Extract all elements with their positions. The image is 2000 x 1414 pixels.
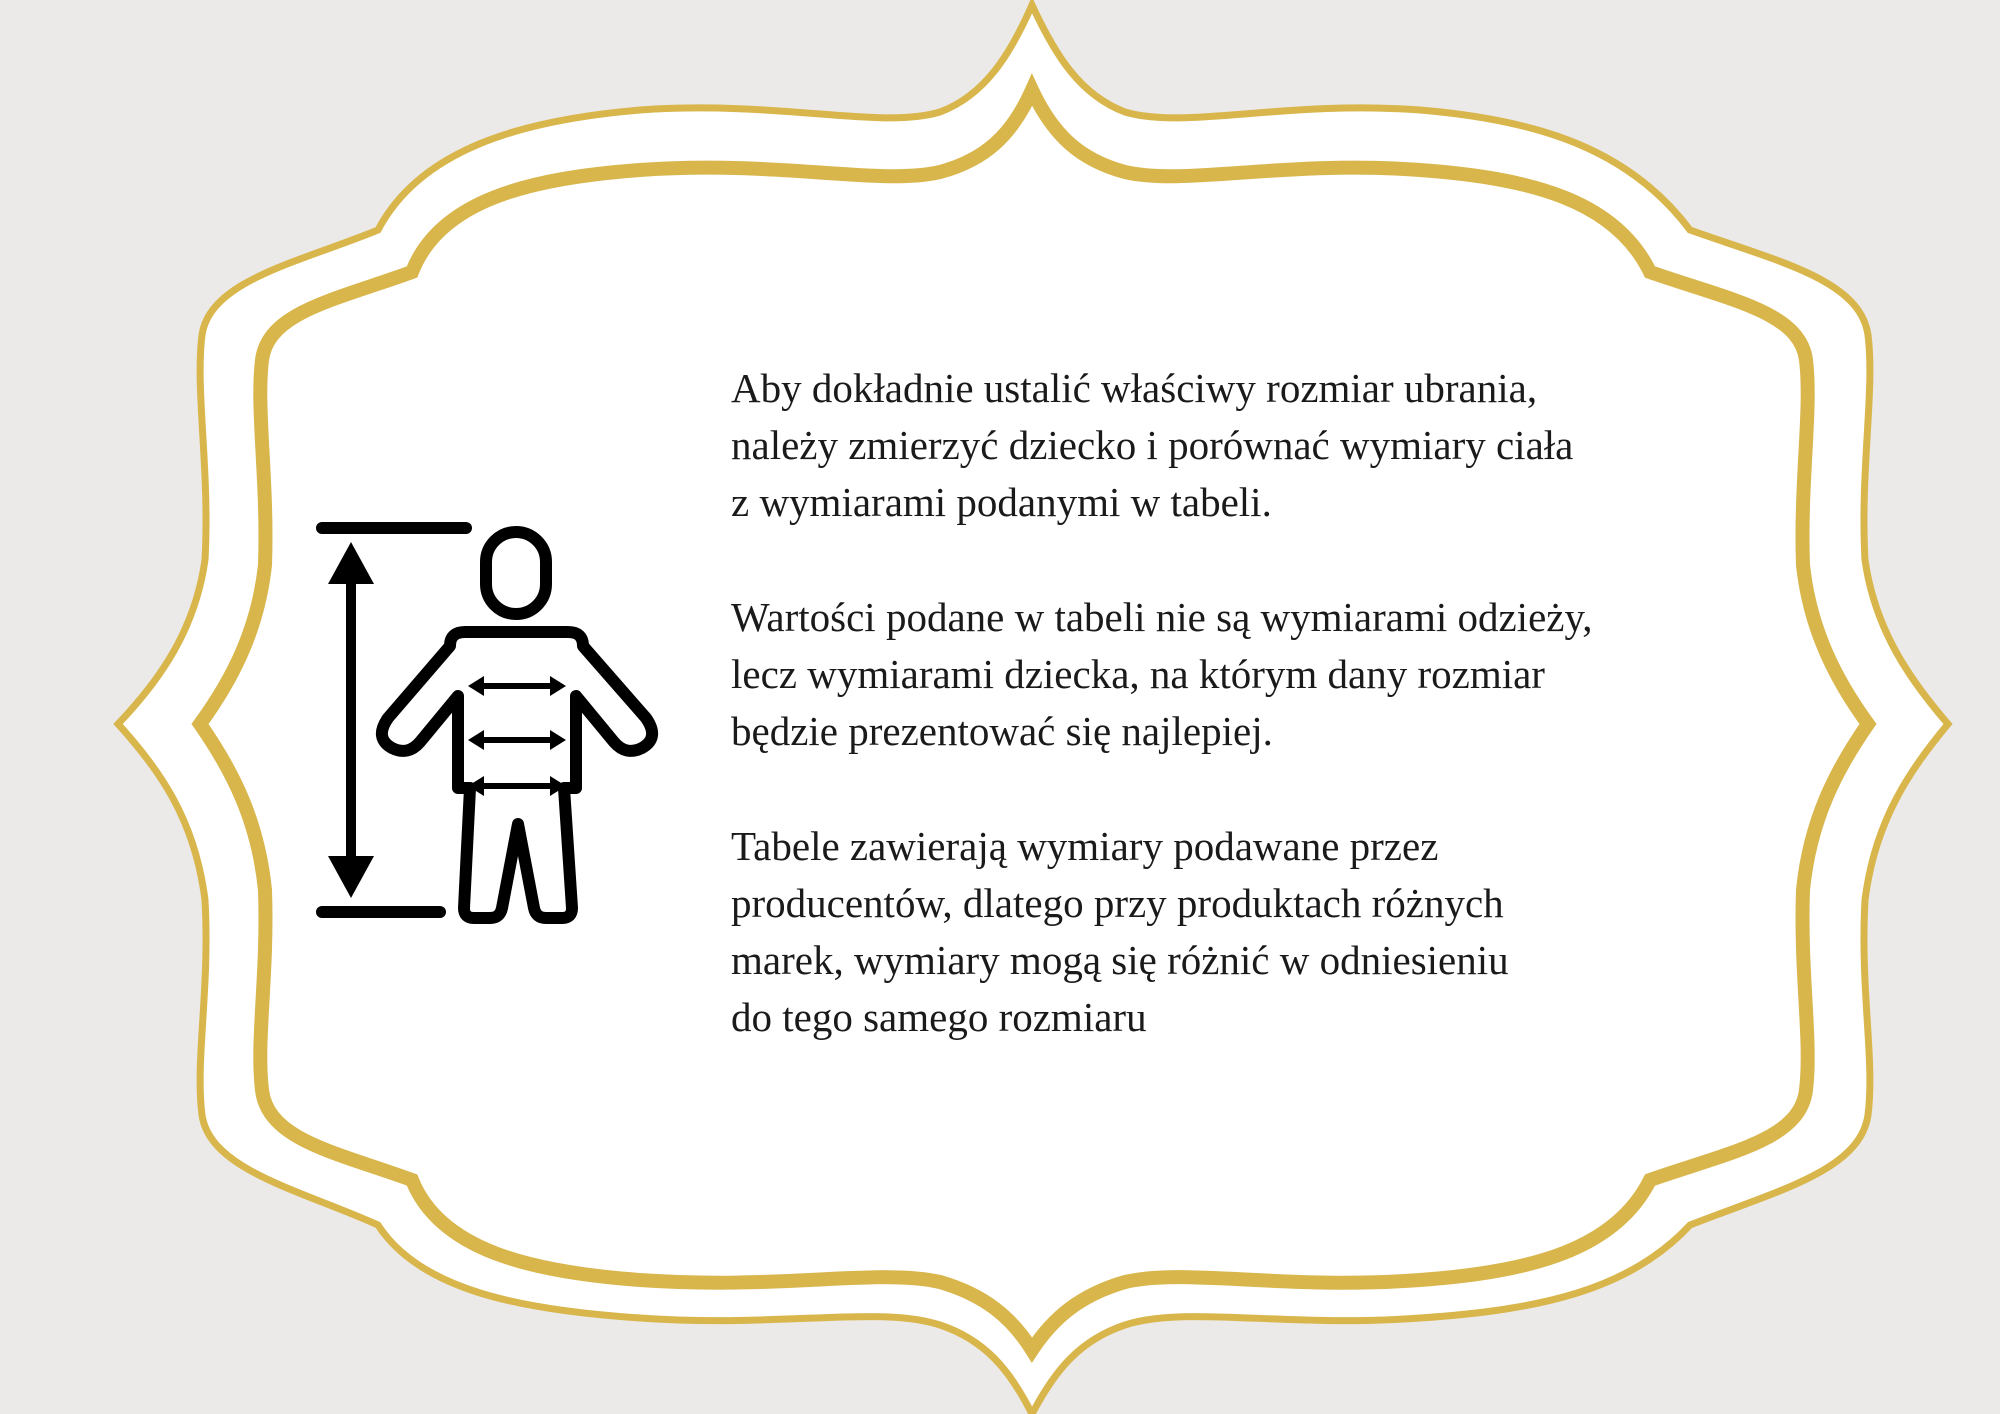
text-line: należy zmierzyć dziecko i porównać wymiary ciała [731,422,1574,468]
text-line: do tego samego rozmiaru [731,994,1147,1040]
text-line: Aby dokładnie ustalić właściwy rozmiar ubrania, [731,365,1538,411]
height-arrow-up [328,542,374,584]
text-line: będzie prezentować się najlepiej. [731,708,1273,754]
text-line: producentów, dlatego przy produktach różnych [731,880,1504,926]
waist-arrow-right [550,730,566,750]
size-guide-text [731,360,1811,1104]
text-line: marek, wymiary mogą się różnić w odniesieniu [731,937,1509,983]
text-line: lecz wymiarami dziecka, na którym dany rozmiar [731,651,1545,697]
head [486,532,546,614]
text-line: Tabele zawierają wymiary podawane przez [731,823,1439,869]
text-line: Wartości podane w tabeli nie są wymiarami odzieży, [731,594,1593,640]
waist-arrow-left [468,730,484,750]
child-body-measurement-icon [300,500,680,940]
chest-arrow-right [550,676,566,696]
paragraph-body-measurements [731,589,1811,760]
height-arrow-down [328,856,374,898]
paragraph-manufacturer-tables [731,818,1811,1046]
body-outline [382,632,652,918]
paragraph-how-to-measure [731,360,1811,531]
text-line: z wymiarami podanymi w tabeli. [731,479,1272,525]
chest-arrow-left [468,676,484,696]
